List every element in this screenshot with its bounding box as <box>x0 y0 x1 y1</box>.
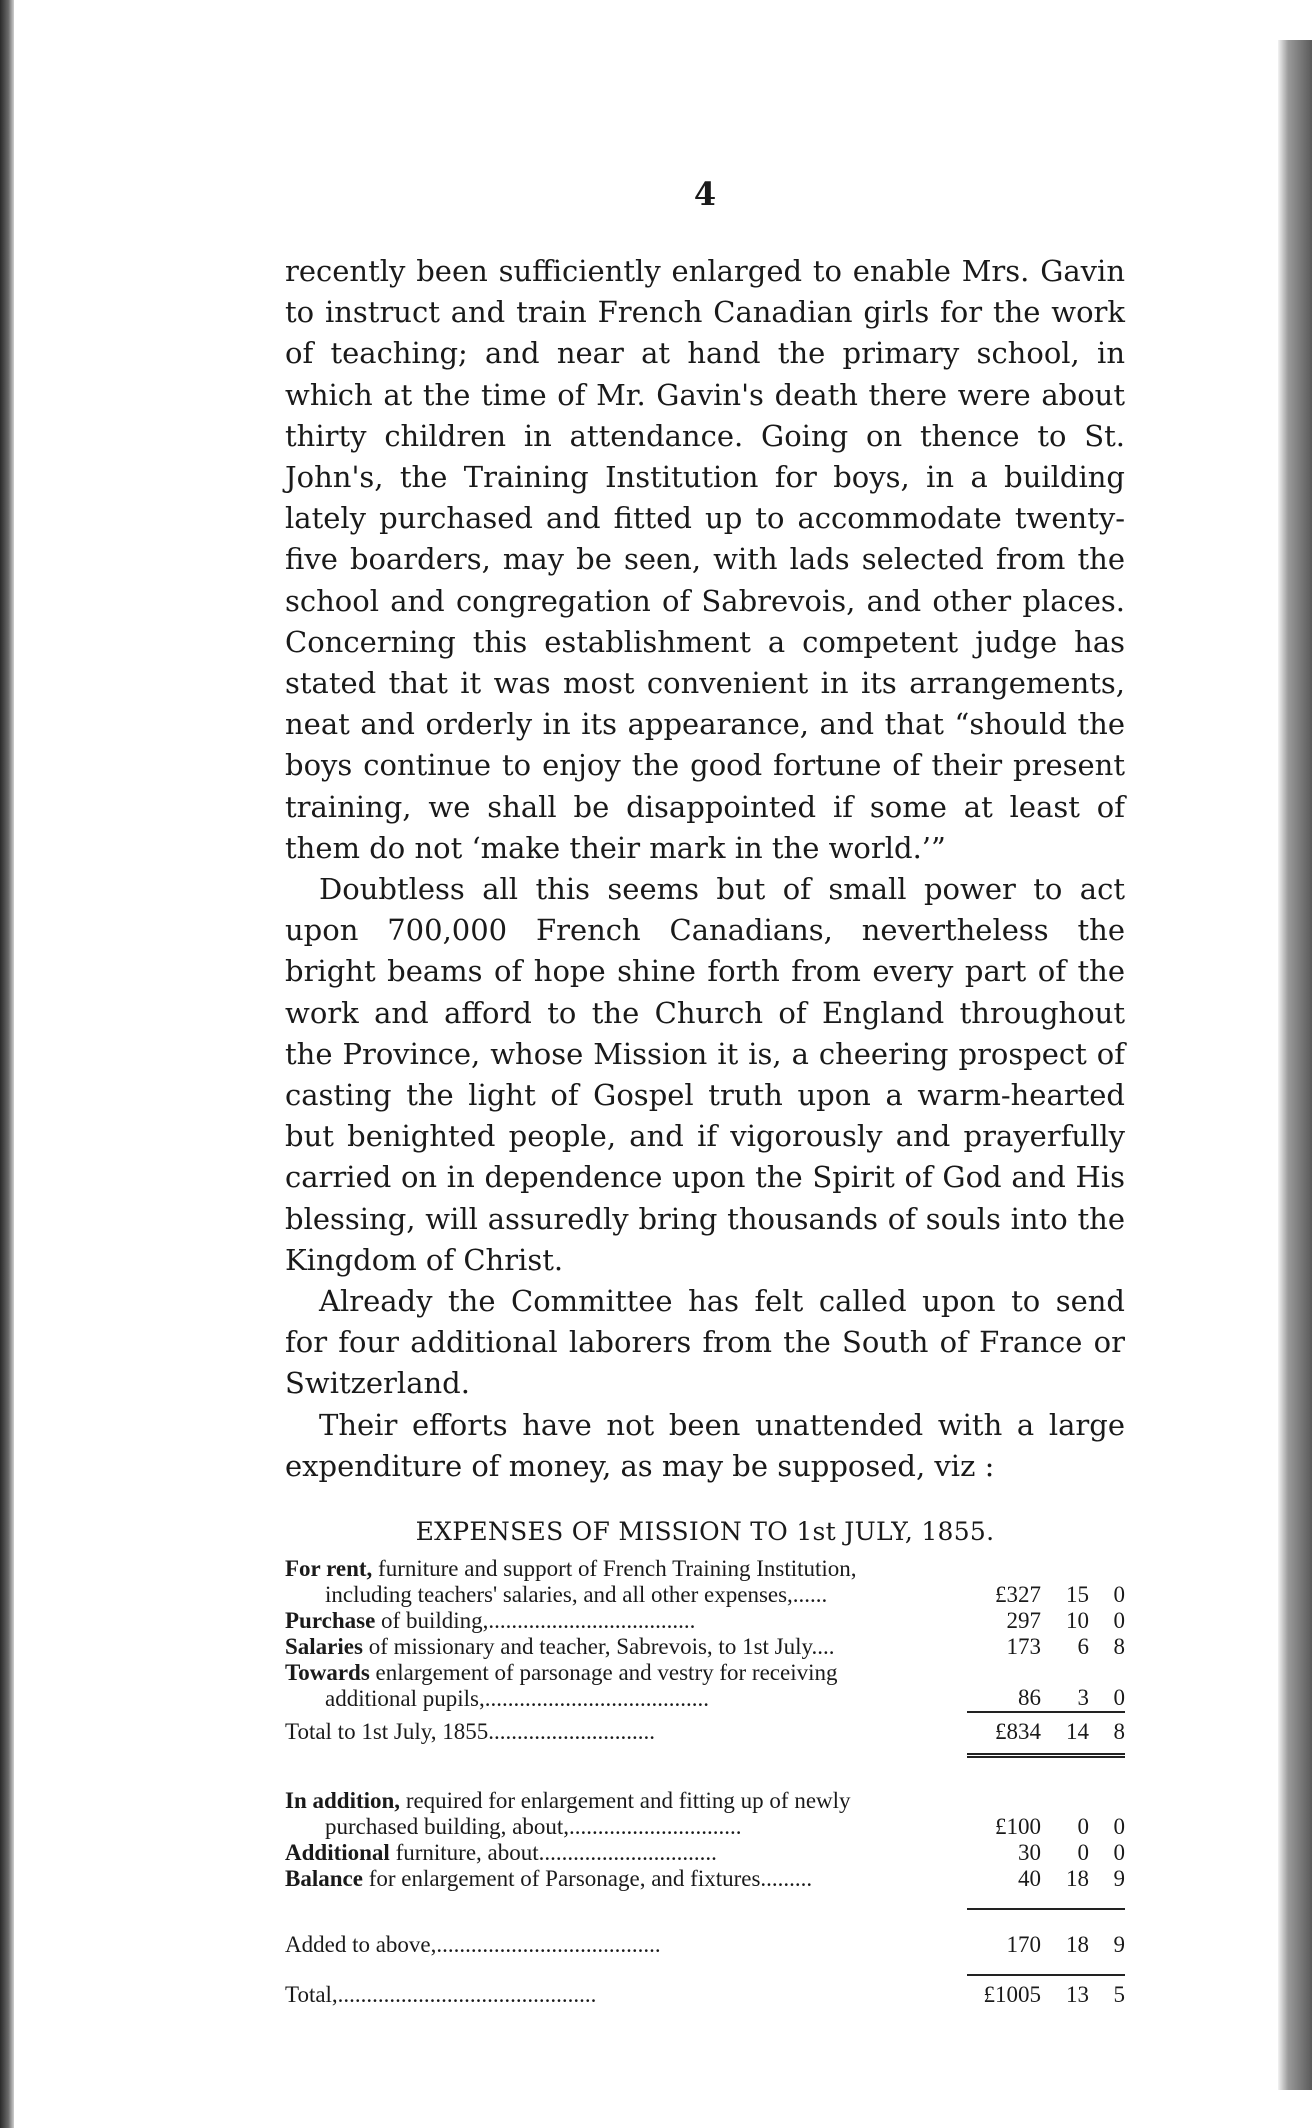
added-to-above-label: Added to above,....................................... <box>285 1932 661 1958</box>
subtotal-pounds: £834 <box>995 1719 1041 1745</box>
additional-row <box>285 1840 1125 1866</box>
expense-item-head: Purchase <box>285 1608 376 1634</box>
additional-item-text: for enlargement of Parsonage, and fixtures......... <box>362 1866 813 1892</box>
additional-pounds: 30 <box>1018 1840 1041 1866</box>
additional-shillings: 0 <box>1077 1814 1089 1840</box>
grand-total-shillings: 13 <box>1066 1982 1089 2008</box>
paragraph-2: Doubtless all this seems but of small power to act upon 700,000 French Canadians, nevertheless the bright beams of hope shine forth from every part of the work and afford to the Church of England throughout the Province, whose Mission it is, a cheering prospect of casting the light of Gospel truth upon a warm-hearted but benighted people, and if vigorously and prayerfully carried on in dependence upon the Spirit of God and His blessing, will assuredly bring thousands of souls into the Kingdom of Christ. <box>285 872 1125 1277</box>
expense-pounds: £327 <box>995 1582 1041 1608</box>
additional-pence: 0 <box>1113 1814 1125 1840</box>
added-to-above-pounds: 170 <box>1006 1932 1041 1958</box>
expense-item-text: of building,.................................... <box>375 1608 696 1634</box>
expense-pence: 0 <box>1113 1582 1125 1608</box>
added-to-above-shillings: 18 <box>1066 1932 1089 1958</box>
expense-row <box>285 1634 1125 1660</box>
expense-row <box>285 1660 1125 1712</box>
subtotal-label: Total to 1st July, 1855............................. <box>285 1719 656 1745</box>
expense-item-subline: including teachers' salaries, and all other expenses,...... <box>325 1582 828 1608</box>
expense-pounds: 173 <box>1006 1634 1041 1660</box>
document-page <box>285 175 1125 2008</box>
additional-item-head: In addition, <box>285 1788 401 1814</box>
additional-item-text: furniture, about............................... <box>389 1840 717 1866</box>
expense-item-head: Salaries <box>285 1634 363 1660</box>
additional-row <box>285 1788 1125 1840</box>
paragraph-1: recently been sufficiently enlarged to enable Mrs. Gavin to instruct and train French Canadian girls for the work of teaching; and near at hand the primary school, in which at the time of Mr. Gavin's death there were about thirty children in attendance. Going on thence to St. John's, the Training Institution for boys, in a building lately purchased and fitted up to accommodate twenty-five boarders, may be seen, with lads selected from the school and congregation of Sabrevois, and other places. Concerning this establishment a competent judge has stated that it was most convenient in its arrangements, neat and orderly in its appearance, and that “should the boys continue to enjoy the good fortune of their present training, we shall be disappointed if some at least of them do not ‘make their mark in the world.’” <box>285 254 1125 865</box>
expense-pence: 0 <box>1113 1685 1125 1711</box>
grand-total-pence: 5 <box>1113 1982 1125 2008</box>
expense-pence: 0 <box>1113 1608 1125 1634</box>
expense-pounds: 297 <box>1006 1608 1041 1634</box>
scan-left-edge <box>0 0 14 2128</box>
added-to-above-pence: 9 <box>1113 1932 1125 1958</box>
expense-item-text: of missionary and teacher, Sabrevois, to 1st July.... <box>362 1634 835 1660</box>
additional-item-head: Balance <box>285 1866 363 1892</box>
expense-shillings: 10 <box>1066 1608 1089 1634</box>
additional-pounds: 40 <box>1018 1866 1041 1892</box>
grand-total-pounds: £1005 <box>983 1982 1041 2008</box>
sum-rule <box>285 1975 1125 1982</box>
added-to-above-row <box>285 1932 1125 1958</box>
additional-pence: 9 <box>1113 1866 1125 1892</box>
expense-item-subline: additional pupils,....................................... <box>325 1686 709 1712</box>
expense-shillings: 3 <box>1077 1685 1089 1711</box>
additional-shillings: 0 <box>1077 1840 1089 1866</box>
additional-pence: 0 <box>1113 1840 1125 1866</box>
subtotal-shillings: 14 <box>1066 1719 1089 1745</box>
grand-total-label: Total,............................................. <box>285 1982 597 2008</box>
expense-item-head: Towards <box>285 1660 370 1686</box>
additional-item-head: Additional <box>285 1840 390 1866</box>
expense-shillings: 6 <box>1077 1634 1089 1660</box>
expenses-table <box>285 1556 1125 2008</box>
grand-total-row <box>285 1982 1125 2008</box>
sum-rule <box>285 1712 1125 1719</box>
expense-item-text: enlargement of parsonage and vestry for receiving <box>369 1660 838 1686</box>
double-rule <box>285 1745 1125 1756</box>
subtotal-row <box>285 1719 1125 1745</box>
expense-pounds: 86 <box>1018 1685 1041 1711</box>
sum-rule <box>285 1909 1125 1916</box>
paragraph-3: Already the Committee has felt called upon to send for four additional laborers from the South of France or Switzerland. <box>285 1284 1125 1401</box>
expense-item-text: furniture and support of French Training Institution, <box>372 1556 857 1582</box>
expense-pence: 8 <box>1113 1634 1125 1660</box>
additional-item-text: required for enlargement and fitting up of newly <box>400 1788 851 1814</box>
expense-shillings: 15 <box>1066 1582 1089 1608</box>
expense-row <box>285 1608 1125 1634</box>
additional-shillings: 18 <box>1066 1866 1089 1892</box>
expense-item-head: For rent, <box>285 1556 373 1582</box>
additional-pounds: £100 <box>995 1814 1041 1840</box>
additional-row <box>285 1866 1125 1892</box>
expenses-table-title: EXPENSES OF MISSION TO 1st JULY, 1855. <box>415 1517 995 1547</box>
page-number: 4 <box>693 175 717 213</box>
expense-row <box>285 1556 1125 1608</box>
additional-item-subline: purchased building, about,.............................. <box>325 1814 742 1840</box>
scan-right-edge <box>1278 40 1312 2090</box>
paragraph-4: Their efforts have not been unattended with a large expenditure of money, as may be supposed, viz : <box>285 1407 1125 1483</box>
subtotal-pence: 8 <box>1113 1719 1125 1745</box>
